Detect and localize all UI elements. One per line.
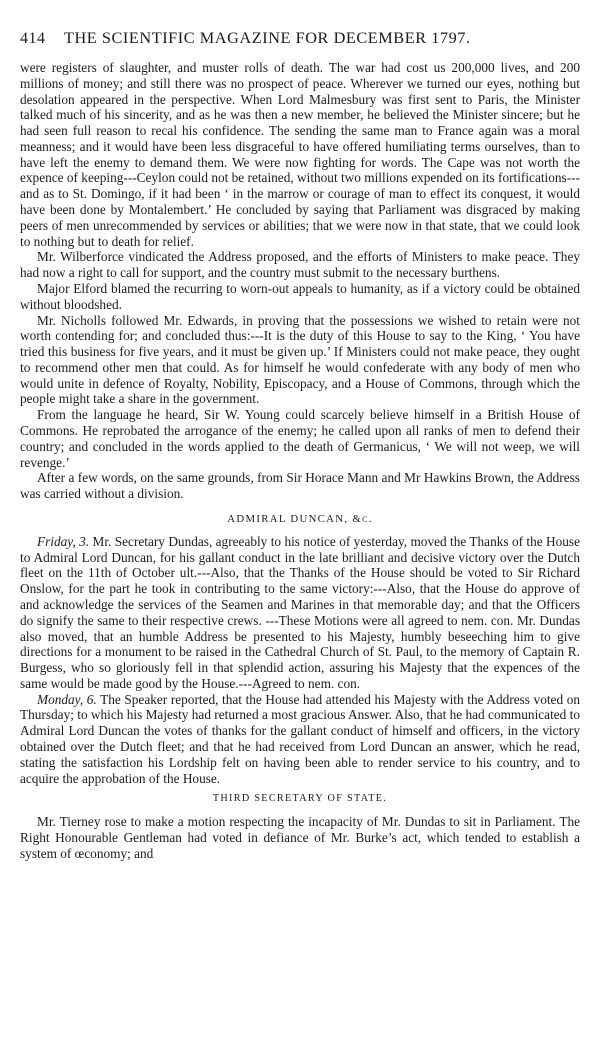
paragraph-text: Mr. Secretary Dundas, agreeably to his notice of yesterday, moved the Thanks of the House to Admiral Lord Duncan, for his gallant conduct in the late brilliant and decisive victory over the Dutch fleet on the 11th of October ult.---Also, that the Thanks of the House should be voted to Sir Richard Onslow, for the part he took in contributing to the same victory:---Also, that the House do approve of and acknowledge the services of the Seamen and Marines in that memorable day; and that the Officers do signify the same to their respective crews. ---These Motions were all agreed to nem. con. Mr. Dundas also moved, that an humble Address be presented to his Majesty, humbly beseeching him to give directions for a monument to be raised in the Cathedral Church of St. Paul, to the memory of Captain R. Burgess, who so gloriously fell in that splendid action, assuring his Majesty that the expences of the same would be made good by the House.---Agreed to nem. con. [20, 533, 581, 691]
section-heading: THIRD SECRETARY OF STATE. [212, 793, 388, 805]
paragraph: Mr. Wilberforce vindicated the Address proposed, and the efforts of Ministers to make peace. They had now a right to call for support, and the country must submit to the necessary burthens. [20, 249, 580, 281]
paragraph: From the language he heard, Sir W. Young could scarcely believe himself in a British House of Commons. He reprobated the arrogance of the enemy; he called upon all ranks of men to defend their country; and concluded in the words applied to the death of Germanicus, ‘ We will not weep, we will revenge.’ [20, 407, 580, 470]
paragraph: After a few words, on the same grounds, from Sir Horace Mann and Mr Hawkins Brown, the Address was carried without a division. [20, 470, 580, 502]
paragraph: Mr. Tierney rose to make a motion respecting the incapacity of Mr. Dundas to sit in Parliament. The Right Honourable Gentleman had voted in defiance of Mr. Burke’s act, which tended to establish a system of œconomy; and [20, 814, 580, 861]
article-body [20, 60, 580, 862]
paragraph [20, 534, 580, 692]
page-title: THE SCIENTIFIC MAGAZINE FOR DECEMBER 1797. [64, 28, 471, 47]
paragraph: were registers of slaughter, and muster rolls of death. The war had cost us 200,000 lives, and 200 millions of money; and still there was no prospect of peace. Wherever we turned our eyes, nothing but desolation appeared in the perspective. When Lord Malmesbury was first sent to Paris, the Minister talked much of his sincerity, and as he was then a new member, he believed the Minister sincere; but he had seen full reason to recal his confidence. The sending the same man to France again was a moral meanness; and it would have been less disgraceful to have offered humiliating terms ourselves, than to have left the enemy to demand them. We were now fighting for words. The Cape was not worth the expence of keeping---Ceylon could not be retained, without two millions expended on its fortifications---and as to St. Domingo, if it had been ‘ in the marrow or courage of man to effect its conquest, it would have been done by Montalembert.’ He concluded by saying that Parliament was disgraced by making peers of men unrecommended by services or abilities; that we were now in that state, that we could look to nothing but to death for relief. [20, 60, 580, 249]
running-head [20, 28, 580, 48]
date-label: Friday, 3. [37, 533, 90, 549]
paragraph: Major Elford blamed the recurring to worn-out appeals to humanity, as if a victory could be obtained without bloodshed. [20, 280, 580, 312]
paragraph: Mr. Nicholls followed Mr. Edwards, in proving that the possessions we wished to retain were not worth contending for; and concluded thus:---It is the duty of this House to say to the King, ‘ You have tried this business for five years, and it must be given up.’ If Ministers could not make peace, they ought to recommend other men that could. As for himself he would confederate with any body of men who would unite in defence of Royalty, Nobility, Episcopacy, and a House of Commons, through which the people might take a share in the government. [20, 312, 580, 407]
date-label: Monday, 6. [37, 691, 97, 707]
section-heading: ADMIRAL DUNCAN, &c. [227, 512, 373, 525]
paragraph-text: The Speaker reported, that the House had attended his Majesty with the Address voted on Thursday; to which his Majesty had returned a most gracious Answer. Also, that he had communicated to Admiral Lord Duncan the votes of thanks for the gallant conduct of himself and officers, in the victory obtained over the Dutch fleet; and that he had received from Lord Duncan an answer, which he read, stating the satisfaction his Lordship felt on having been able to render service to his country, and to acquire the approbation of the House. [20, 691, 580, 786]
page-number: 414 [20, 30, 46, 47]
paragraph [20, 692, 580, 787]
